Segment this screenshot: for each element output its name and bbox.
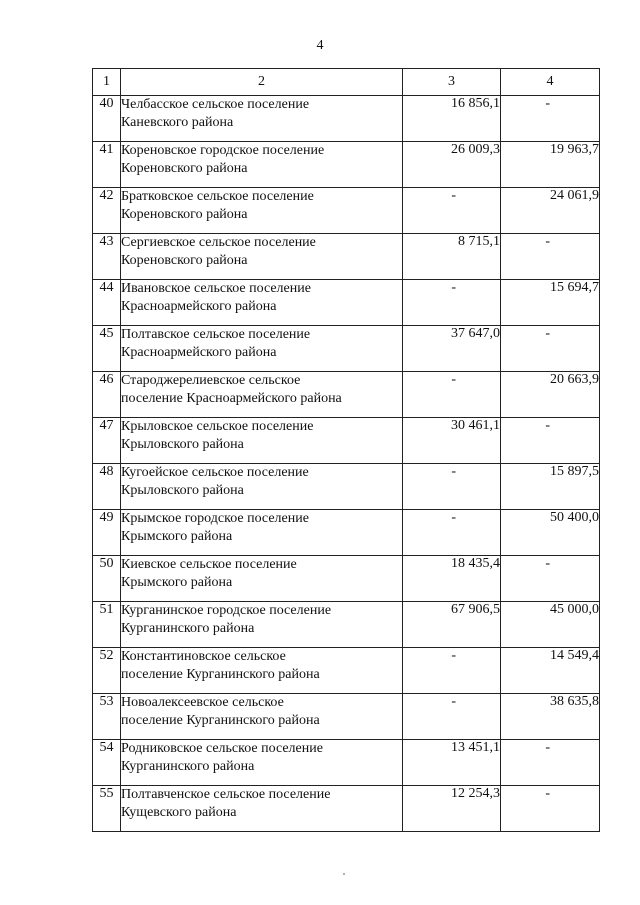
table-row: [93, 234, 600, 280]
column-3-value: 13 451,1: [403, 740, 501, 786]
column-4-value: 38 635,8: [501, 694, 600, 740]
scan-dot: [343, 873, 345, 875]
settlement-name: [121, 786, 403, 832]
column-3-value: 12 254,3: [403, 786, 501, 832]
column-4-value: -: [501, 786, 600, 832]
table-row: [93, 510, 600, 556]
settlement-name: [121, 510, 403, 556]
settlement-name-line-1: Родниковское сельское поселение: [121, 741, 323, 756]
settlement-name: [121, 602, 403, 648]
row-number: 52: [93, 648, 121, 694]
settlement-name-line-2: Красноармейского района: [121, 345, 277, 360]
row-number: 46: [93, 372, 121, 418]
settlement-name-line-2: Кущевского района: [121, 805, 237, 820]
settlement-name-line-1: Полтавченское сельское поселение: [121, 787, 331, 802]
row-number: 44: [93, 280, 121, 326]
column-3-value: -: [403, 372, 501, 418]
column-3-value: -: [403, 648, 501, 694]
table-row: [93, 786, 600, 832]
settlement-name-line-1: Братковское сельское поселение: [121, 189, 314, 204]
column-4-value: 50 400,0: [501, 510, 600, 556]
settlement-name: [121, 418, 403, 464]
row-number: 45: [93, 326, 121, 372]
settlement-name: [121, 464, 403, 510]
table-row: [93, 96, 600, 142]
settlement-name-line-2: Кореновского района: [121, 253, 248, 268]
settlement-name: [121, 280, 403, 326]
settlement-name: [121, 372, 403, 418]
settlement-name: [121, 648, 403, 694]
settlement-name-line-1: Сергиевское сельское поселение: [121, 235, 316, 250]
settlement-name-line-1: Киевское сельское поселение: [121, 557, 297, 572]
row-number: 50: [93, 556, 121, 602]
settlement-name: [121, 326, 403, 372]
column-3-value: 16 856,1: [403, 96, 501, 142]
column-4-value: 14 549,4: [501, 648, 600, 694]
column-3-value: -: [403, 510, 501, 556]
column-3-value: 18 435,4: [403, 556, 501, 602]
column-3-value: 26 009,3: [403, 142, 501, 188]
row-number: 54: [93, 740, 121, 786]
column-4-value: 45 000,0: [501, 602, 600, 648]
column-4-value: 15 694,7: [501, 280, 600, 326]
budget-table: [92, 68, 600, 832]
column-4-value: -: [501, 556, 600, 602]
table-row: [93, 280, 600, 326]
column-4-value: 24 061,9: [501, 188, 600, 234]
column-4-value: -: [501, 418, 600, 464]
settlement-name-line-2: Крымского района: [121, 529, 233, 544]
settlement-name-line-1: Курганинское городское поселение: [121, 603, 332, 618]
table-row: [93, 142, 600, 188]
settlement-name-line-2: Красноармейского района: [121, 299, 277, 314]
settlement-name-line-2: Каневского района: [121, 115, 234, 130]
column-header-2: 2: [121, 69, 403, 96]
column-header-1: 1: [93, 69, 121, 96]
column-4-value: 15 897,5: [501, 464, 600, 510]
table-row: [93, 188, 600, 234]
settlement-name-line-1: Крыловское сельское поселение: [121, 419, 314, 434]
table-row: [93, 556, 600, 602]
settlement-name-line-1: Кореновское городское поселение: [121, 143, 325, 158]
settlement-name: [121, 96, 403, 142]
page-number: 4: [316, 38, 324, 53]
column-3-value: 37 647,0: [403, 326, 501, 372]
table-header-row: [93, 69, 600, 96]
row-number: 47: [93, 418, 121, 464]
settlement-name-line-2: поселение Курганинского района: [121, 667, 320, 682]
column-3-value: -: [403, 188, 501, 234]
column-4-value: -: [501, 234, 600, 280]
table-row: [93, 464, 600, 510]
column-4-value: -: [501, 96, 600, 142]
row-number: 41: [93, 142, 121, 188]
settlement-name: [121, 694, 403, 740]
settlement-name-line-2: Крыловского района: [121, 483, 244, 498]
row-number: 51: [93, 602, 121, 648]
settlement-name: [121, 740, 403, 786]
settlement-name: [121, 188, 403, 234]
settlement-name-line-1: Челбасское сельское поселение: [121, 97, 310, 112]
settlement-name-line-1: Константиновское сельское: [121, 649, 286, 664]
settlement-name-line-1: Ивановское сельское поселение: [121, 281, 311, 296]
table-body: [93, 69, 600, 832]
column-3-value: -: [403, 280, 501, 326]
column-3-value: 8 715,1: [403, 234, 501, 280]
table-row: [93, 326, 600, 372]
settlement-name-line-2: поселение Красноармейского района: [121, 391, 342, 406]
table-row: [93, 602, 600, 648]
row-number: 55: [93, 786, 121, 832]
column-3-value: 67 906,5: [403, 602, 501, 648]
column-3-value: -: [403, 694, 501, 740]
column-header-4: 4: [501, 69, 600, 96]
settlement-name-line-2: Кореновского района: [121, 161, 248, 176]
settlement-name-line-1: Полтавское сельское поселение: [121, 327, 311, 342]
row-number: 48: [93, 464, 121, 510]
column-4-value: 20 663,9: [501, 372, 600, 418]
row-number: 42: [93, 188, 121, 234]
column-4-value: 19 963,7: [501, 142, 600, 188]
column-3-value: 30 461,1: [403, 418, 501, 464]
settlement-name-line-1: Новоалексеевское сельское: [121, 695, 284, 710]
row-number: 40: [93, 96, 121, 142]
settlement-name-line-1: Крымское городское поселение: [121, 511, 309, 526]
settlement-name-line-2: Крымского района: [121, 575, 233, 590]
column-3-value: -: [403, 464, 501, 510]
settlement-name-line-1: Кугоейское сельское поселение: [121, 465, 309, 480]
row-number: 43: [93, 234, 121, 280]
settlement-name-line-1: Староджерелиевское сельское: [121, 373, 301, 388]
column-header-3: 3: [403, 69, 501, 96]
settlement-name: [121, 234, 403, 280]
table-row: [93, 694, 600, 740]
row-number: 53: [93, 694, 121, 740]
row-number: 49: [93, 510, 121, 556]
column-4-value: -: [501, 740, 600, 786]
table-row: [93, 648, 600, 694]
settlement-name: [121, 142, 403, 188]
table-row: [93, 372, 600, 418]
settlement-name-line-2: поселение Курганинского района: [121, 713, 320, 728]
settlement-name-line-2: Курганинского района: [121, 759, 255, 774]
table-row: [93, 740, 600, 786]
table-row: [93, 418, 600, 464]
settlement-name-line-2: Крыловского района: [121, 437, 244, 452]
column-4-value: -: [501, 326, 600, 372]
settlement-name-line-2: Курганинского района: [121, 621, 255, 636]
settlement-name-line-2: Кореновского района: [121, 207, 248, 222]
settlement-name: [121, 556, 403, 602]
